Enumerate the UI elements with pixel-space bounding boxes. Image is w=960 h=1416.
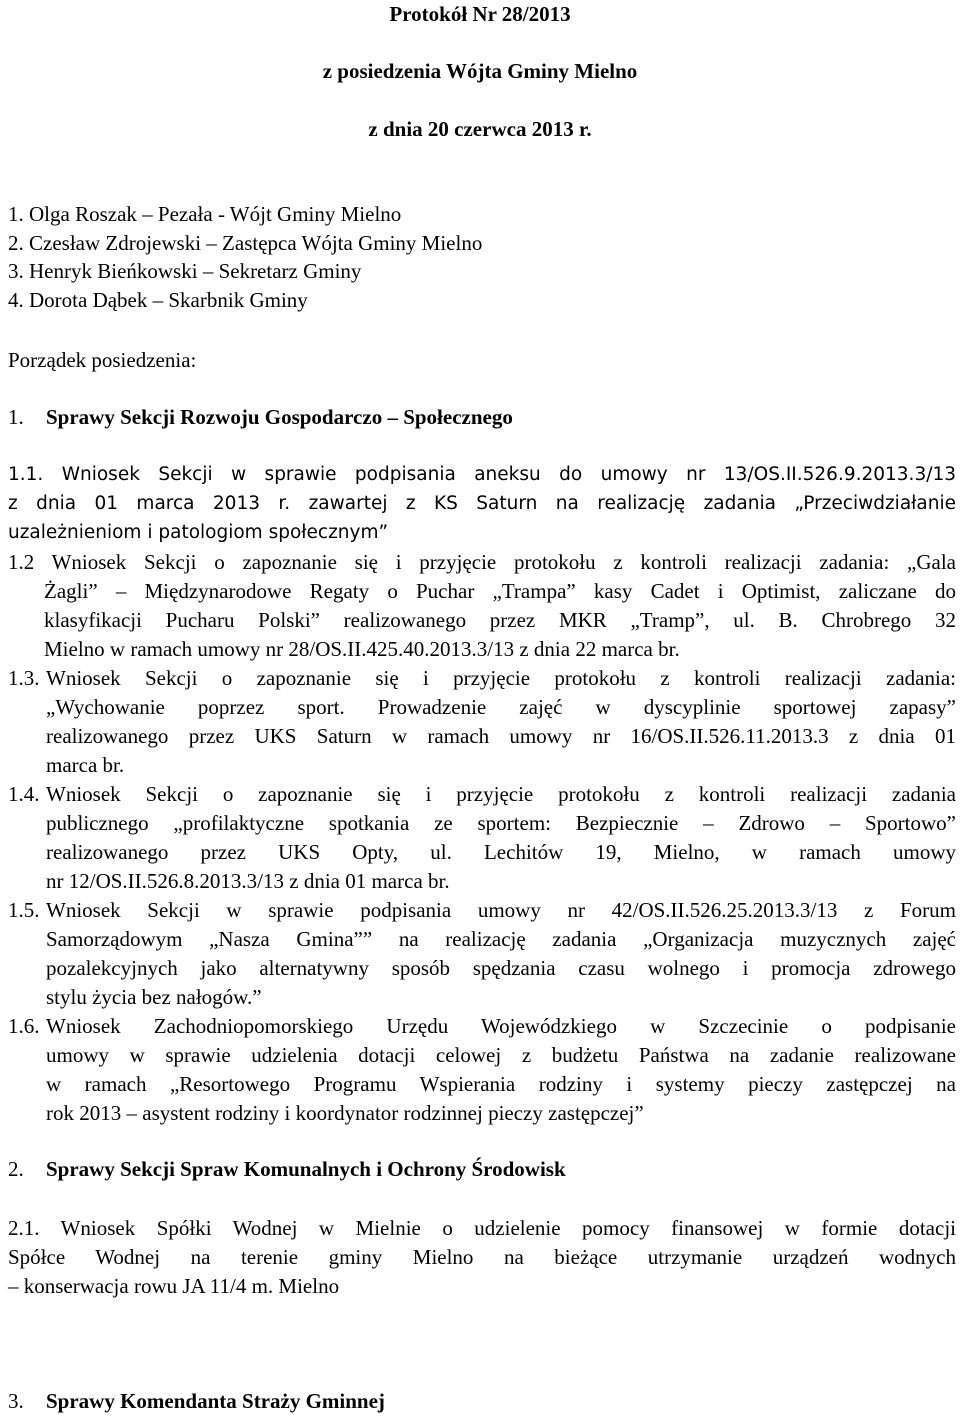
item-line: 1.2 Wniosek Sekcji o zapoznanie się i przyjęcie protokołu z kontroli realizacji zadania: „Gala (8, 550, 956, 574)
item-line: Wniosek Sekcji o zapoznanie się i przyjęcie protokołu z kontroli realizacji zadania (46, 782, 956, 806)
item-line: realizowanego przez UKS Opty, ul. Lechitów 19, Mielno, w ramach umowy (46, 840, 956, 864)
item-line: realizowanego przez UKS Saturn w ramach umowy nr 16/OS.II.526.11.2013.3 z dnia 01 (46, 724, 956, 748)
item-line: marca br. (46, 753, 125, 777)
item-line: z dnia 01 marca 2013 r. zawartej z KS Saturn na realizację zadania „Przeciwdziałanie (8, 493, 956, 514)
item-line: klasyfikacji Pucharu Polski” realizowanego przez MKR „Tramp”, ul. B. Chrobrego 32 (44, 608, 956, 632)
item-number: 1.5. (8, 898, 40, 922)
item-line: Samorządowym „Nasza Gmina”” na realizację zadania „Organizacja muzycznych zajęć (46, 927, 956, 951)
section-title: Sprawy Sekcji Spraw Komunalnych i Ochrony Środowisk (46, 1157, 566, 1181)
item-line: pozalekcyjnych jako alternatywny sposób spędzania czasu wolnego i promocja zdrowego (46, 956, 956, 980)
section-heading-3 (8, 1387, 385, 1416)
section-title: Sprawy Sekcji Rozwoju Gospodarczo – Społecznego (46, 405, 513, 429)
attendee-item: 4. Dorota Dąbek – Skarbnik Gminy (8, 287, 308, 312)
section-number: 1. (8, 405, 24, 429)
item-line: 2.1. Wniosek Spółki Wodnej w Mielnie o udzielenie pomocy finansowej w formie dotacji (8, 1216, 956, 1240)
section-heading-1 (8, 403, 513, 432)
item-line: – konserwacja rowu JA 11/4 m. Mielno (8, 1274, 340, 1298)
item-line: stylu życia bez nałogów.” (46, 985, 262, 1009)
item-line: Wniosek Sekcji o zapoznanie się i przyjęcie protokołu z kontroli realizacji zadania: (46, 666, 956, 690)
document-date: z dnia 20 czerwca 2013 r. (368, 117, 592, 141)
section-heading-2 (8, 1155, 566, 1184)
item-line: uzależnieniom i patologiom społecznym” (8, 522, 389, 543)
item-number: 1.3. (8, 666, 40, 690)
item-line: nr 12/OS.II.526.8.2013.3/13 z dnia 01 marca br. (46, 869, 450, 893)
item-line: Spółce Wodnej na terenie gminy Mielno na bieżące utrzymanie urządzeń wodnych (8, 1245, 956, 1269)
document-subtitle: z posiedzenia Wójta Gminy Mielno (322, 59, 638, 83)
attendee-item: 1. Olga Roszak – Pezała - Wójt Gminy Mielno (8, 202, 402, 226)
item-line: publicznego „profilaktyczne spotkania ze sportem: Bezpiecznie – Zdrowo – Sportowo” (46, 811, 956, 835)
item-line: Żagli” – Międzynarodowe Regaty o Puchar „Trampa” kasy Cadet i Optimist, zaliczane do (44, 579, 956, 603)
item-line: rok 2013 – asystent rodziny i koordynator rodzinnej pieczy zastępczej” (46, 1101, 644, 1125)
section-number: 3. (8, 1389, 24, 1413)
item-number: 1.4. (8, 782, 40, 806)
item-line: „Wychowanie poprzez sport. Prowadzenie zajęć w dyscyplinie sportowej zapasy” (46, 695, 956, 719)
item-line: Mielno w ramach umowy nr 28/OS.II.425.40.2013.3/13 z dnia 22 marca br. (44, 637, 680, 661)
agenda-label: Porządek posiedzenia: (8, 348, 197, 372)
agenda-item-1-1 (8, 460, 956, 547)
item-line: umowy w sprawie udzielenia dotacji celowej z budżetu Państwa na zadanie realizowane (46, 1043, 956, 1067)
item-number: 1.6. (8, 1014, 40, 1038)
item-line: w ramach „Resortowego Programu Wspierania rodziny i systemy pieczy zastępczej na (46, 1072, 956, 1096)
attendee-item: 2. Czesław Zdrojewski – Zastępca Wójta Gminy Mielno (8, 230, 483, 255)
attendees-list (8, 200, 948, 314)
document-title: Protokół Nr 28/2013 (389, 2, 571, 26)
attendee-item: 3. Henryk Bieńkowski – Sekretarz Gminy (8, 259, 362, 283)
section-title: Sprawy Komendanta Straży Gminnej (46, 1389, 385, 1413)
agenda-item-1-2 (8, 548, 956, 664)
item-line: Wniosek Zachodniopomorskiego Urzędu Wojewódzkiego w Szczecinie o podpisanie (46, 1014, 956, 1038)
section-number: 2. (8, 1157, 24, 1181)
agenda-item-2-1 (8, 1214, 956, 1301)
item-line: 1.1. Wniosek Sekcji w sprawie podpisania aneksu do umowy nr 13/OS.II.526.9.2013.3/13 (8, 464, 956, 485)
item-line: Wniosek Sekcji w sprawie podpisania umowy nr 42/OS.II.526.25.2013.3/13 z Forum (46, 898, 956, 922)
